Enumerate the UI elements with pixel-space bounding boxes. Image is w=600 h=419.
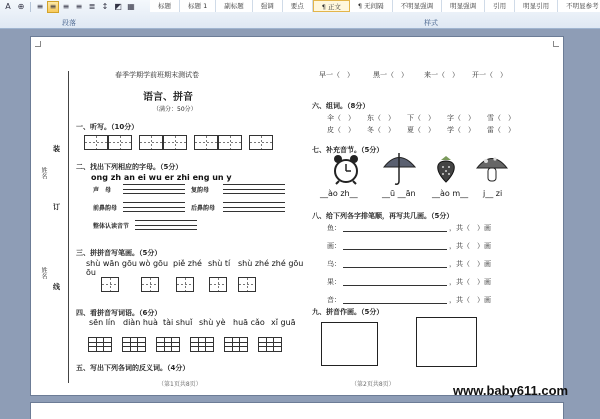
style-item[interactable]: 明显强调 xyxy=(442,0,485,12)
stroke-count: ，共（ ）画 xyxy=(449,224,491,232)
writing-grid xyxy=(122,337,146,352)
justify-icon[interactable]: ≡ xyxy=(75,2,83,11)
style-item[interactable]: 要点 xyxy=(283,0,313,12)
line-spacing-icon[interactable]: ↕ xyxy=(101,2,109,11)
writing-grid xyxy=(84,135,108,150)
margin-label: 装 xyxy=(53,145,60,153)
align-right-icon[interactable]: ≡ xyxy=(62,2,70,11)
writing-grid xyxy=(176,277,194,292)
writing-grid xyxy=(224,337,248,352)
umbrella-icon xyxy=(381,150,417,186)
style-item[interactable]: 标题 xyxy=(150,0,180,12)
page-footer: （第1页共8页） xyxy=(158,381,202,388)
front-nasal-label: 前鼻韵母 xyxy=(93,205,118,212)
antonym-item: 早一（ ） xyxy=(319,71,354,79)
answer-lines xyxy=(123,184,185,194)
stroke-pinyin: shù wān gōu xyxy=(86,259,137,268)
distributed-icon[interactable]: ≣ xyxy=(88,2,96,11)
mushroom-icon xyxy=(475,153,509,183)
question-8: 八、给下列各字排笔顺，再写共几画。（5分） xyxy=(312,212,454,220)
question-2: 二、找出下列相应的字母。（5分） xyxy=(76,163,183,171)
writing-grid xyxy=(218,135,242,150)
paragraph-toolbar xyxy=(0,0,137,14)
word-group-item: 学（ ） xyxy=(447,126,475,134)
ribbon xyxy=(0,0,600,29)
question-6: 六、组词。（8分） xyxy=(312,102,370,110)
asian-layout-icon[interactable]: ⊕ xyxy=(17,2,25,11)
word-group-item: 冬（ ） xyxy=(367,126,395,134)
answer-lines xyxy=(223,202,285,212)
writing-grid xyxy=(190,337,214,352)
style-item[interactable]: 引用 xyxy=(485,0,515,12)
answer-lines xyxy=(123,202,185,212)
next-page[interactable] xyxy=(31,403,563,419)
stroke-order-char: 画： xyxy=(327,242,341,250)
word-pinyin: xǐ guā xyxy=(271,318,296,327)
writing-grid xyxy=(163,135,187,150)
binding-line xyxy=(68,71,69,383)
border-icon[interactable]: ▦ xyxy=(127,2,135,11)
whole-syllable-label: 整体认读音节 xyxy=(93,223,130,230)
stroke-pinyin: wò gōu xyxy=(139,259,169,268)
answer-lines xyxy=(135,220,197,230)
antonym-item: 来一（ ） xyxy=(424,71,459,79)
word-group-item: 东（ ） xyxy=(367,114,395,122)
letters-list: ong zh an ei wu er zhi eng un y xyxy=(91,173,232,182)
word-pinyin: tài shuǐ xyxy=(163,318,193,327)
margin-label: 线 xyxy=(53,283,60,291)
stroke-count: ，共（ ）画 xyxy=(449,242,491,250)
style-item[interactable]: 不明显强调 xyxy=(393,0,443,12)
word-pinyin: diàn huà xyxy=(123,318,158,327)
name-label: 姓名 xyxy=(40,267,47,279)
question-1: 一、听写。（10分） xyxy=(76,123,139,131)
answer-underline xyxy=(343,231,447,232)
toolbar-separator xyxy=(30,2,31,12)
group-paragraph-label: 段落 xyxy=(62,19,76,27)
question-5: 五、写出下列各词的反义词。（4分） xyxy=(76,364,190,372)
word-group-item: 下（ ） xyxy=(407,114,435,122)
question-9: 九、拼音作画。（5分） xyxy=(312,308,384,316)
crop-mark xyxy=(553,41,559,47)
writing-grid xyxy=(108,135,132,150)
drawing-box[interactable] xyxy=(416,317,477,367)
style-item[interactable]: ¶ 无间隔 xyxy=(350,0,393,12)
antonym-item: 开一（ ） xyxy=(472,71,507,79)
writing-grid xyxy=(194,135,218,150)
syllable-blank: __ào zh__ xyxy=(320,189,358,198)
document-page[interactable] xyxy=(31,37,563,395)
word-group-item: 夏（ ） xyxy=(407,126,435,134)
stroke-order-char: 乌： xyxy=(327,260,341,268)
margin-label: 订 xyxy=(53,203,60,211)
word-group-item: 雪（ ） xyxy=(487,114,515,122)
stroke-pinyin-wrap: ōu xyxy=(86,268,96,277)
word-group-item: 字（ ） xyxy=(447,114,475,122)
stroke-order-char: 音： xyxy=(327,296,341,304)
writing-grid xyxy=(249,135,273,150)
style-item[interactable]: 强调 xyxy=(253,0,283,12)
style-item-selected[interactable]: ¶ 正文 xyxy=(313,0,350,12)
styles-gallery xyxy=(150,0,600,14)
stroke-pinyin: piě zhé xyxy=(173,259,202,268)
syllable-blank: j__ zi xyxy=(483,189,503,198)
answer-underline xyxy=(343,303,447,304)
score-note: （满分：50分） xyxy=(153,106,197,113)
stroke-pinyin: shù zhé zhé gōu xyxy=(238,259,304,268)
writing-grid xyxy=(88,337,112,352)
strawberry-icon xyxy=(435,155,457,183)
stroke-count: ，共（ ）画 xyxy=(449,278,491,286)
writing-grid xyxy=(238,277,256,292)
question-3: 三、拼拼音写笔画。（5分） xyxy=(76,249,162,257)
writing-grid xyxy=(156,337,180,352)
answer-underline xyxy=(343,285,447,286)
word-pinyin: sēn lín xyxy=(89,318,116,327)
page-footer: （第2页共8页） xyxy=(351,381,395,388)
stroke-order-char: 果： xyxy=(327,278,341,286)
stroke-count: ，共（ ）画 xyxy=(449,296,491,304)
answer-underline xyxy=(343,249,447,250)
answer-lines xyxy=(223,184,285,194)
word-pinyin: shù yè xyxy=(199,318,226,327)
drawing-box[interactable] xyxy=(321,322,378,366)
exam-subtitle: 语言、拼音 xyxy=(143,92,193,103)
exam-title: 春季学期学前班期末测试卷 xyxy=(115,71,199,79)
compound-finals-label: 复韵母 xyxy=(191,187,210,194)
word-group-item: 雷（ ） xyxy=(487,126,515,134)
writing-grid xyxy=(209,277,227,292)
syllable-blank: __ū __ān xyxy=(382,189,416,198)
style-item[interactable]: 明显引用 xyxy=(515,0,558,12)
group-styles-label: 样式 xyxy=(424,19,438,27)
stroke-order-char: 鱼： xyxy=(327,224,341,232)
writing-grid xyxy=(141,277,159,292)
shading-icon[interactable]: ◩ xyxy=(114,2,122,11)
writing-grid xyxy=(101,277,119,292)
word-group-item: 皮（ ） xyxy=(327,126,355,134)
question-4: 四、看拼音写词语。（6分） xyxy=(76,309,162,317)
stroke-count: ，共（ ）画 xyxy=(449,260,491,268)
question-7: 七、补充音节。（5分） xyxy=(312,146,384,154)
format-a-icon[interactable]: A xyxy=(5,2,11,11)
writing-grid xyxy=(139,135,163,150)
stroke-pinyin: shù tí xyxy=(208,259,231,268)
initials-label: 声 母 xyxy=(93,187,112,194)
style-item[interactable]: 不明显参考 xyxy=(558,0,600,12)
word-group-item: 伞（ ） xyxy=(327,114,355,122)
align-center-icon[interactable]: ≡ xyxy=(47,1,59,13)
alarm-clock-icon xyxy=(331,153,361,185)
antonym-item: 黑一（ ） xyxy=(373,71,408,79)
word-pinyin: huā cǎo xyxy=(233,318,265,327)
name-label: 姓名 xyxy=(40,167,47,179)
back-nasal-label: 后鼻韵母 xyxy=(191,205,216,212)
crop-mark xyxy=(35,41,41,47)
syllable-blank: __ào m__ xyxy=(432,189,469,198)
align-left-icon[interactable]: ≡ xyxy=(36,2,44,11)
style-item[interactable]: 标题 1 xyxy=(180,0,216,12)
style-item[interactable]: 副标题 xyxy=(216,0,253,12)
writing-grid xyxy=(258,337,282,352)
watermark: www.baby611.com xyxy=(453,383,569,398)
answer-underline xyxy=(343,267,447,268)
